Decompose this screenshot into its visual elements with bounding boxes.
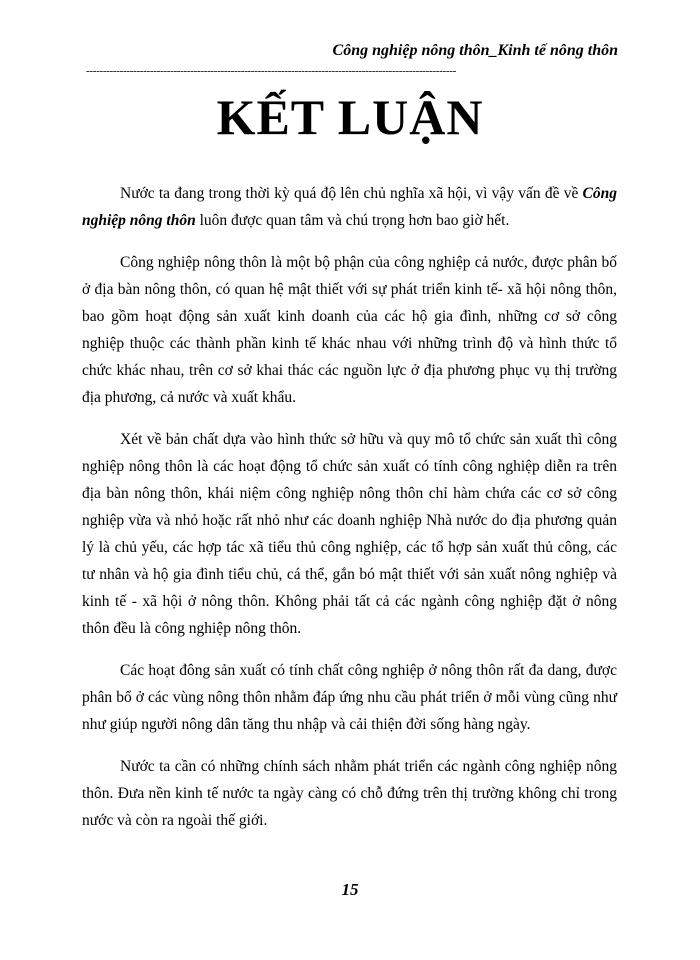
paragraph-1 xyxy=(82,180,617,234)
paragraph-2: Công nghiệp nông thôn là một bộ phận của công nghiệp cả nước, được phân bố ở địa bàn nông thôn, có quan hệ mật thiết với sự phát triển kinh tế- xã hội nông thôn, bao gồm hoạt động sản xuất kinh doanh của các hộ gia đình, những cơ sở công nghiệp thuộc các thành phần kinh tế khác nhau với những trình độ và hình thức tổ chức khác nhau, trên cơ sở khai thác các nguồn lực ở địa phương phục vụ thị trường địa phương, cả nước và xuất khẩu. xyxy=(82,254,617,406)
section-heading: KẾT LUẬN xyxy=(216,89,484,145)
header-dashed-rule: -------------------------------------------------------------------------------------------------------------- xyxy=(86,65,456,77)
paragraph-4: Các hoạt đông sản xuất có tính chất công nghiệp ở nông thôn rất đa dang, được phân bổ ở các vùng nông thôn nhằm đáp ứng nhu cầu phát triển ở mỗi vùng cũng như như giúp người nông dân tăng thu nhập và cải thiện đời sống hàng ngày. xyxy=(82,662,617,733)
running-header: Công nghiệp nông thôn_Kinh tế nông thôn xyxy=(332,42,618,59)
paragraph-3: Xét về bản chất dựa vào hình thức sở hữu và quy mô tổ chức sản xuất thì công nghiệp nông thôn là các hoạt động tổ chức sản xuất có tính công nghiệp diễn ra trên địa bàn nông thôn, khái niệm công nghiệp nông thôn chỉ hàm chứa các cơ sở công nghiệp vừa và nhỏ hoặc rất nhỏ như các doanh nghiệp Nhà nước do địa phương quản lý là chủ yếu, các hợp tác xã tiểu thủ công nghiệp, các tổ hợp sản xuất thủ công, các tư nhân và hộ gia đình tiểu chủ, cá thể, gắn bó mật thiết với sản xuất nông nghiệp và kinh tế - xã hội ở nông thôn. Không phải tất cả các ngành công nghiệp đặt ở nông thôn đều là công nghiệp nông thôn. xyxy=(82,431,617,637)
paragraph-1-emphasis: Công nghiệp nông thôn xyxy=(82,185,617,229)
body-text xyxy=(82,180,617,849)
paragraph-1-text-start: Nước ta đang trong thời kỳ quá độ lên chủ nghĩa xã hội, vì vậy vấn đề về xyxy=(120,185,583,202)
paragraph-1-text-end: luôn được quan tâm và chú trọng hơn bao giờ hết. xyxy=(195,212,510,229)
page-number: 15 xyxy=(341,880,359,899)
paragraph-5: Nước ta cần có những chính sách nhằm phát triển các ngành công nghiệp nông thôn. Đưa nền kinh tế nước ta ngày càng có chỗ đứng trên thị trường không chỉ trong nước và còn ra ngoài thế giới. xyxy=(82,758,617,829)
